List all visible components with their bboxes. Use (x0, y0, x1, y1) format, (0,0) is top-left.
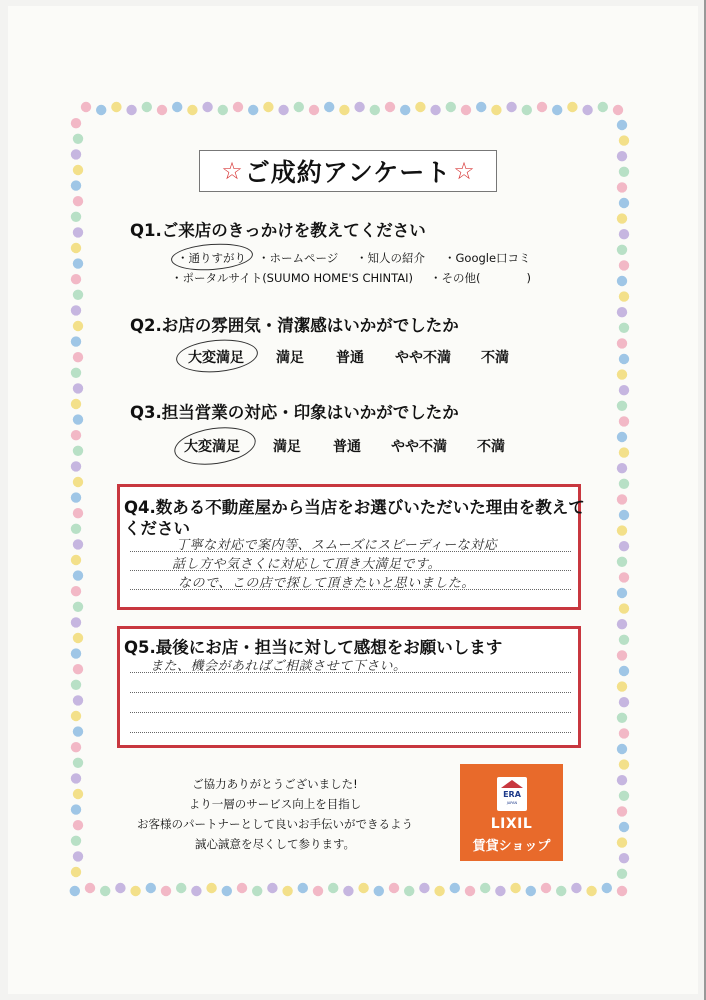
q3-question: Q3.担当営業の対応・印象はいかがでしたか (130, 403, 459, 422)
border-dot (324, 102, 334, 112)
q2-rating-satisfied[interactable]: 満足 (276, 350, 304, 366)
border-dot (480, 883, 490, 893)
border-dot (309, 105, 319, 115)
border-dot (567, 102, 577, 112)
border-dot (73, 820, 83, 830)
lixil-shop-logo (460, 764, 563, 861)
border-dot (617, 744, 627, 754)
border-dot (552, 105, 562, 115)
border-dot (73, 290, 83, 300)
border-dot (617, 401, 627, 411)
q2-rating-somewhat-dissatisfied[interactable]: やや不満 (395, 350, 451, 366)
border-dot (419, 883, 429, 893)
border-dot (510, 883, 520, 893)
border-dot (206, 883, 216, 893)
border-dot (617, 463, 627, 473)
border-dot (115, 883, 125, 893)
border-dot (146, 883, 156, 893)
border-dot (465, 886, 475, 896)
border-dot (71, 555, 81, 565)
border-dot (491, 105, 501, 115)
q3-rating-dissatisfied[interactable]: 不満 (477, 439, 505, 455)
border-dot (495, 886, 505, 896)
border-dot (73, 446, 83, 456)
border-dot (617, 120, 627, 130)
border-dot (476, 102, 486, 112)
title-text: ご成約アンケート (244, 158, 452, 187)
border-dot (343, 886, 353, 896)
border-dot (434, 886, 444, 896)
border-dot (71, 804, 81, 814)
border-dot (617, 307, 627, 317)
border-dot (617, 806, 627, 816)
border-dot (619, 135, 629, 145)
border-dot (157, 105, 167, 115)
border-dot (619, 728, 629, 738)
border-dot (248, 105, 258, 115)
border-dot (294, 102, 304, 112)
border-dot (71, 430, 81, 440)
border-dot (73, 508, 83, 518)
border-dot (71, 742, 81, 752)
border-dot (617, 869, 627, 879)
q3-rating-satisfied[interactable]: 満足 (273, 439, 301, 455)
border-dot (233, 102, 243, 112)
border-dot (619, 479, 629, 489)
border-dot (358, 883, 368, 893)
border-dot (617, 837, 627, 847)
border-dot (71, 617, 81, 627)
border-dot (328, 883, 338, 893)
border-dot (71, 149, 81, 159)
q2-rating-neutral[interactable]: 普通 (336, 350, 364, 366)
q1-option-referral[interactable]: ・知人の紹介 (356, 251, 425, 265)
border-dot (71, 492, 81, 502)
border-dot (71, 680, 81, 690)
border-dot (404, 886, 414, 896)
border-dot (617, 432, 627, 442)
border-dot (100, 886, 110, 896)
border-dot (617, 213, 627, 223)
border-dot (617, 619, 627, 629)
q1-option-homepage[interactable]: ・ホームページ (258, 251, 339, 265)
border-dot (73, 477, 83, 487)
closing-message (115, 774, 435, 854)
border-dot (73, 726, 83, 736)
border-dot (71, 524, 81, 534)
closing-line: 誠心誠意を尽くして参ります。 (194, 837, 356, 851)
border-dot (73, 352, 83, 362)
border-dot (389, 883, 399, 893)
border-dot (617, 588, 627, 598)
border-dot (71, 368, 81, 378)
border-dot (191, 886, 201, 896)
border-dot (446, 102, 456, 112)
brand-name: LIXIL (490, 816, 533, 832)
era-japan-text: JAPAN (506, 801, 518, 805)
border-dot (619, 759, 629, 769)
border-dot (71, 648, 81, 658)
border-dot (619, 385, 629, 395)
border-dot (617, 525, 627, 535)
q4-question: Q4.数ある不動産屋から当店をお選びいただいた理由を教えて (124, 498, 585, 517)
border-dot (586, 886, 596, 896)
border-dot (126, 105, 136, 115)
border-dot (70, 886, 80, 896)
border-dot (415, 102, 425, 112)
star-icon: ☆ (221, 157, 243, 185)
era-text: ERA (503, 790, 521, 799)
border-dot (617, 681, 627, 691)
border-dot (617, 557, 627, 567)
border-dot (71, 867, 81, 877)
border-dot (73, 383, 83, 393)
border-dot (537, 102, 547, 112)
border-dot (263, 102, 273, 112)
border-dot (617, 494, 627, 504)
border-dot (73, 321, 83, 331)
border-dot (71, 711, 81, 721)
q4-answer-line-3[interactable]: なので、この店で探して頂きたいと思いました。 (178, 576, 475, 591)
border-dot (522, 105, 532, 115)
border-dot (617, 338, 627, 348)
border-dot (619, 697, 629, 707)
q2-question: Q2.お店の雰囲気・清潔感はいかがでしたか (130, 316, 459, 335)
q5-answer-line-1[interactable]: また、機会があればご相談させて下さい。 (150, 659, 407, 674)
border-dot (619, 853, 629, 863)
border-dot (111, 102, 121, 112)
border-dot (73, 196, 83, 206)
border-dot (617, 713, 627, 723)
border-dot (73, 789, 83, 799)
border-dot (71, 336, 81, 346)
q4-answer-line-2[interactable]: 話し方や気さくに対応して頂き大満足です。 (172, 557, 441, 572)
border-dot (571, 883, 581, 893)
border-dot (598, 102, 608, 112)
border-dot (617, 886, 627, 896)
closing-line: より一層のサービス向上を目指し (188, 797, 362, 811)
border-dot (617, 151, 627, 161)
border-dot (71, 212, 81, 222)
border-dot (267, 883, 277, 893)
border-dot (613, 105, 623, 115)
border-dot (176, 883, 186, 893)
border-dot (85, 883, 95, 893)
border-dot (619, 541, 629, 551)
house-roof-icon (501, 780, 523, 788)
border-dot (237, 883, 247, 893)
border-dot (73, 758, 83, 768)
border-dot (313, 886, 323, 896)
border-dot (252, 886, 262, 896)
answer-line (130, 732, 571, 733)
border-dot (619, 354, 629, 364)
border-dot (400, 105, 410, 115)
q1-option-other[interactable]: ・その他( ) (430, 271, 531, 285)
q1-question: Q1.ご来店のきっかけを教えてください (130, 221, 426, 240)
border-dot (161, 886, 171, 896)
border-dot (619, 447, 629, 457)
closing-line: お客様のパートナーとして良いお手伝いができるよう (137, 817, 413, 831)
border-dot (617, 650, 627, 660)
border-dot (556, 886, 566, 896)
border-dot (619, 510, 629, 520)
border-dot (71, 243, 81, 253)
q5-question: Q5.最後にお店・担当に対して感想をお願いします (124, 638, 503, 657)
border-dot (617, 276, 627, 286)
shop-name: 賃貸ショップ (472, 839, 551, 854)
border-dot (222, 886, 232, 896)
border-dot (619, 167, 629, 177)
border-dot (73, 539, 83, 549)
border-dot (461, 105, 471, 115)
border-dot (71, 399, 81, 409)
border-dot (73, 851, 83, 861)
border-dot (172, 102, 182, 112)
border-dot (73, 602, 83, 612)
border-dot (617, 369, 627, 379)
border-dot (71, 274, 81, 284)
border-dot (282, 886, 292, 896)
q1-option-google-review[interactable]: ・Google口コミ (444, 251, 531, 265)
border-dot (73, 695, 83, 705)
q1-option-portal-site[interactable]: ・ポータルサイト(SUUMO HOME'S CHINTAI) (171, 271, 413, 285)
era-house-icon (497, 777, 527, 811)
border-dot (202, 102, 212, 112)
border-dot (96, 105, 106, 115)
border-dot (619, 635, 629, 645)
border-dot (602, 883, 612, 893)
border-dot (71, 118, 81, 128)
border-dot (339, 105, 349, 115)
border-dot (619, 416, 629, 426)
border-dot (374, 886, 384, 896)
border-dot (619, 291, 629, 301)
border-dot (73, 570, 83, 580)
border-dot (619, 822, 629, 832)
border-dot (81, 102, 91, 112)
border-dot (278, 105, 288, 115)
border-dot (526, 886, 536, 896)
star-icon: ☆ (453, 157, 475, 185)
border-dot (430, 105, 440, 115)
q3-rating-neutral[interactable]: 普通 (333, 439, 361, 455)
border-dot (582, 105, 592, 115)
border-dot (619, 603, 629, 613)
answer-line (130, 712, 571, 713)
border-dot (130, 886, 140, 896)
border-dot (71, 773, 81, 783)
border-dot (619, 198, 629, 208)
border-dot (73, 227, 83, 237)
border-dot (506, 102, 516, 112)
border-dot (619, 572, 629, 582)
border-dot (450, 883, 460, 893)
answer-line (130, 692, 571, 693)
survey-title (199, 150, 497, 192)
border-dot (617, 775, 627, 785)
border-dot (73, 134, 83, 144)
border-dot (71, 836, 81, 846)
border-dot (142, 102, 152, 112)
border-dot (73, 258, 83, 268)
q4-answer-line-1[interactable]: 丁寧な対応で案内等、スムーズにスピーディーな対応 (176, 538, 498, 553)
border-dot (617, 182, 627, 192)
q2-rating-very-satisfied[interactable]: 大変満足 (188, 350, 244, 366)
q1-option-walk-in[interactable]: ・通りすがり (177, 251, 246, 265)
q4-question-cont: ください (124, 519, 190, 538)
border-dot (71, 180, 81, 190)
border-dot (187, 105, 197, 115)
border-dot (619, 666, 629, 676)
border-dot (71, 461, 81, 471)
border-dot (73, 414, 83, 424)
border-dot (298, 883, 308, 893)
border-dot (71, 586, 81, 596)
border-dot (73, 664, 83, 674)
border-dot (218, 105, 228, 115)
q3-rating-somewhat-dissatisfied[interactable]: やや不満 (391, 439, 447, 455)
border-dot (619, 791, 629, 801)
border-dot (617, 245, 627, 255)
border-dot (385, 102, 395, 112)
q2-rating-dissatisfied[interactable]: 不満 (481, 350, 509, 366)
border-dot (354, 102, 364, 112)
border-dot (71, 305, 81, 315)
border-dot (619, 323, 629, 333)
border-dot (73, 633, 83, 643)
border-dot (619, 260, 629, 270)
border-dot (73, 165, 83, 175)
border-dot (541, 883, 551, 893)
q3-rating-very-satisfied[interactable]: 大変満足 (184, 439, 240, 455)
closing-line: ご協力ありがとうございました! (192, 777, 358, 791)
border-dot (619, 229, 629, 239)
border-dot (370, 105, 380, 115)
